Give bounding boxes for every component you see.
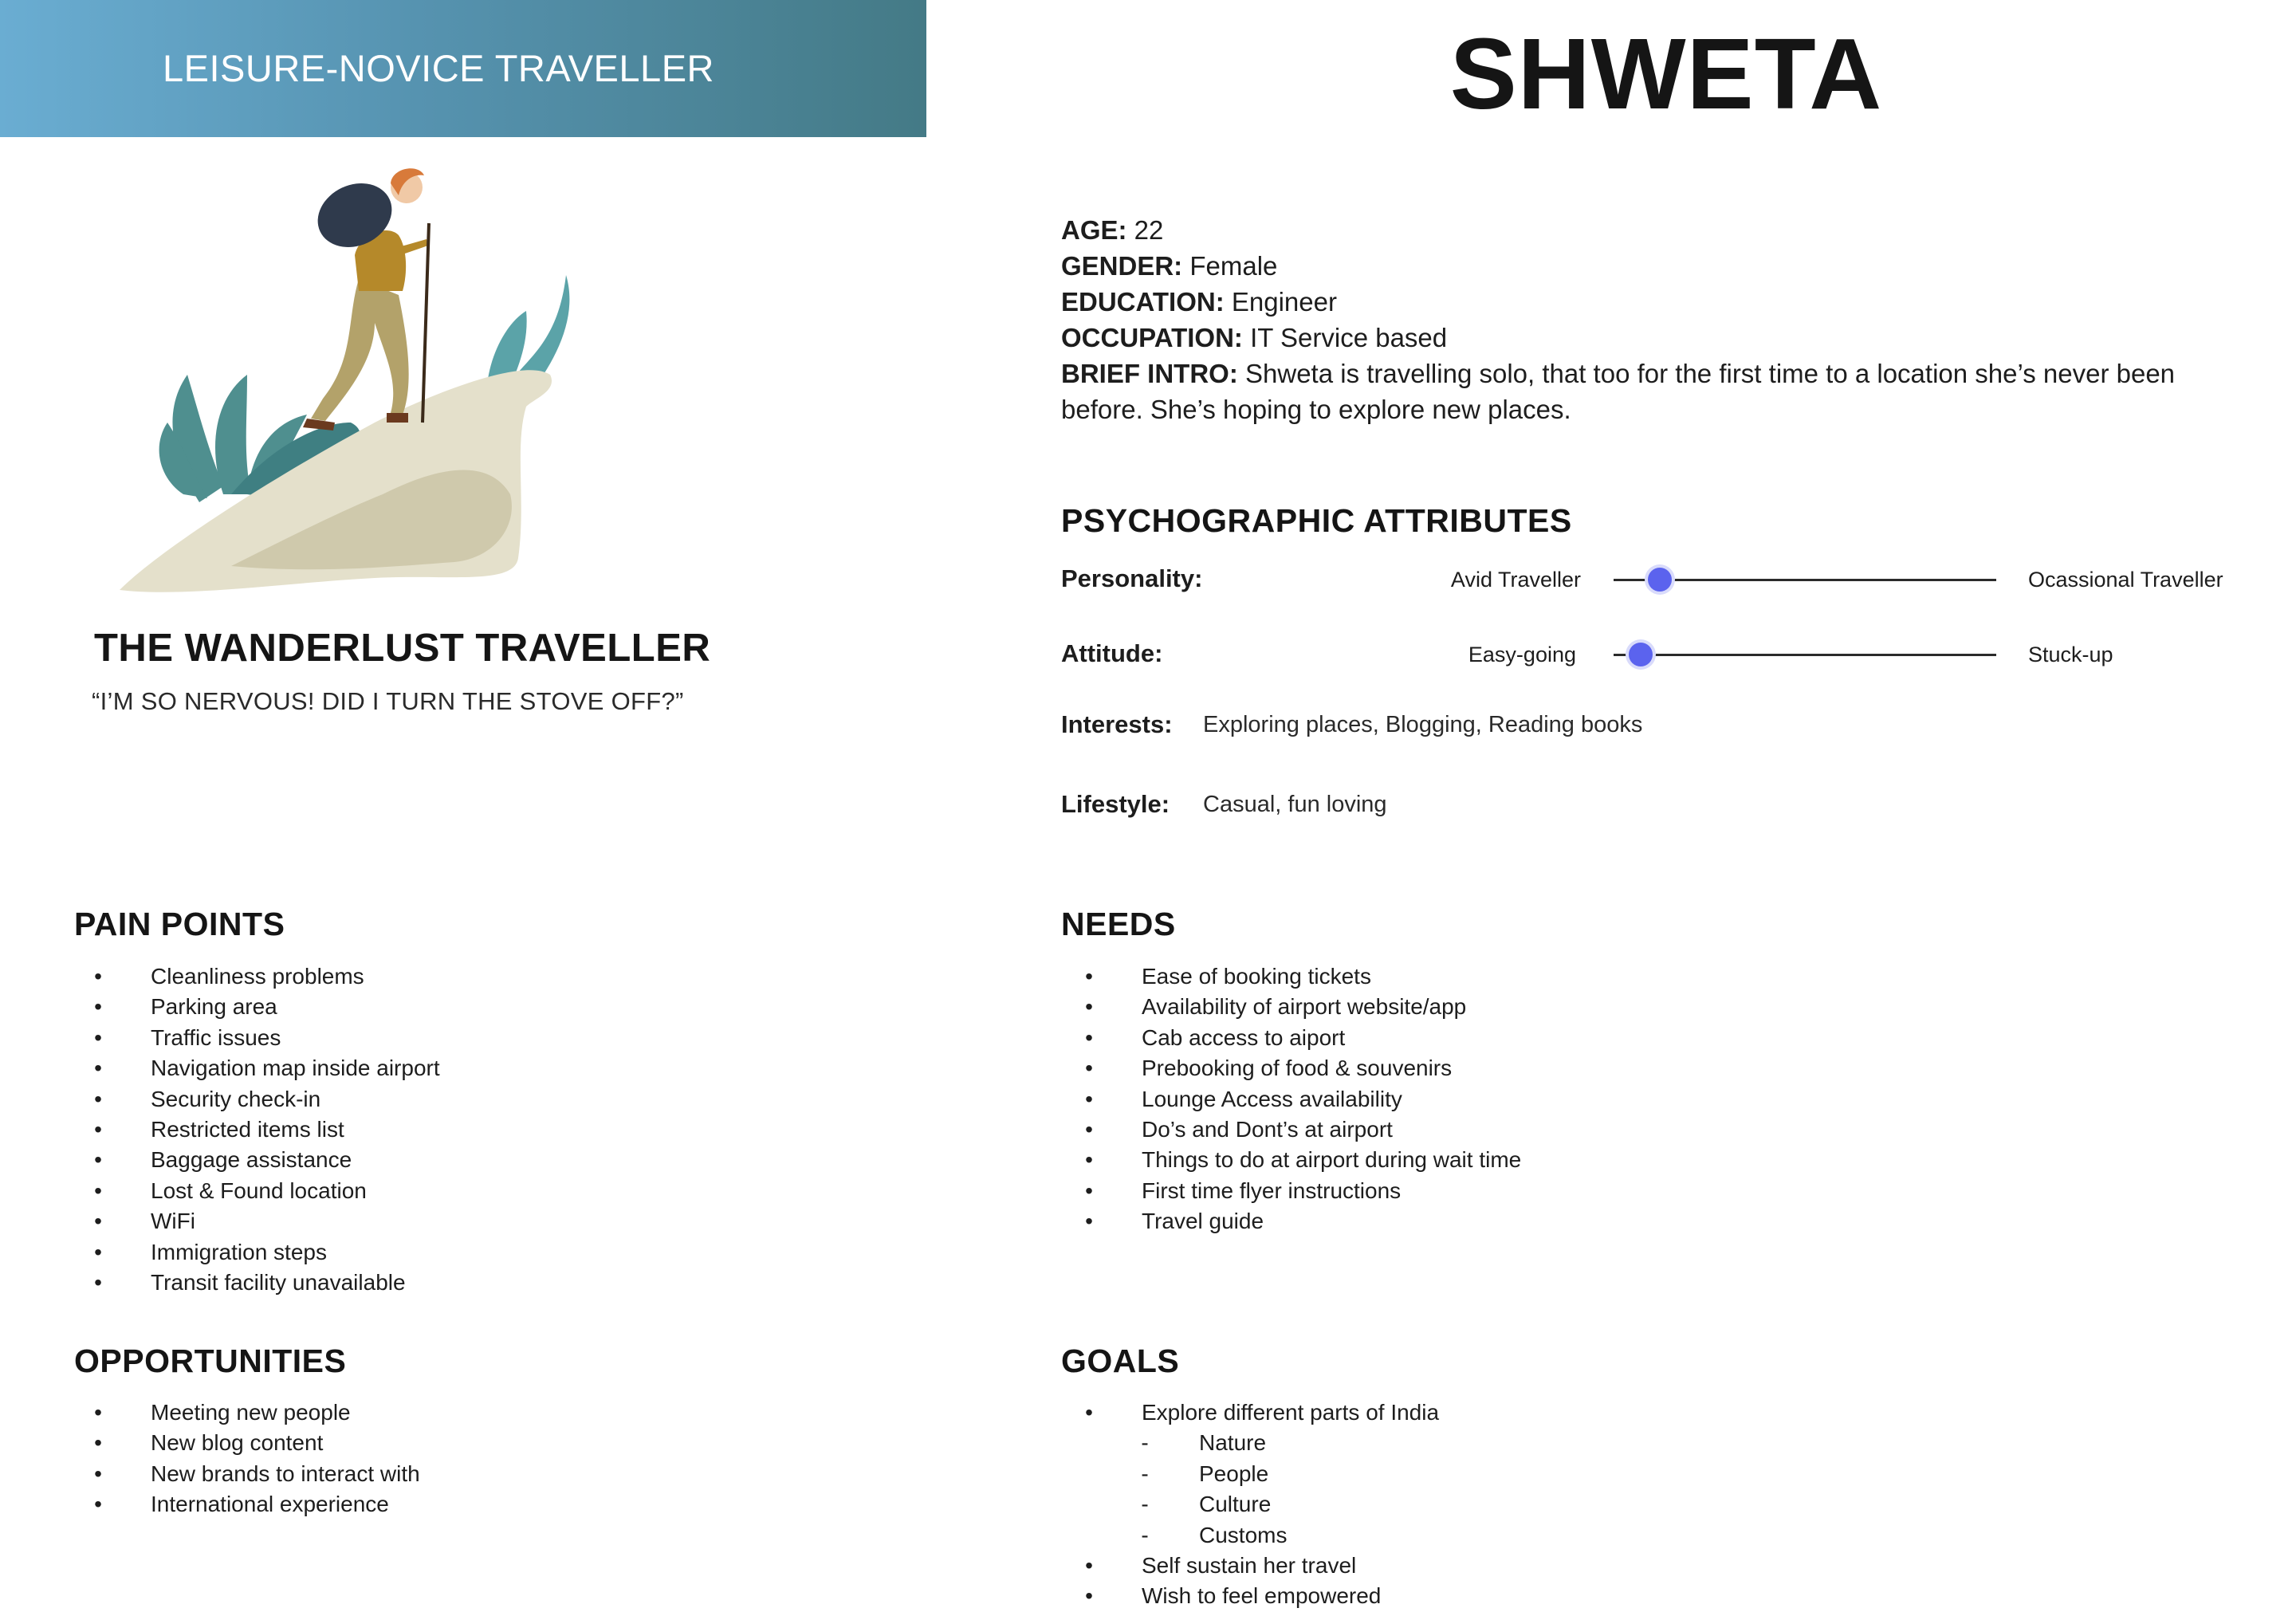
brief-intro-row: BRIEF INTRO: Shweta is travelling solo, that too for the first time to a location she’s never been before. She’s hoping to explore new places.: [1061, 359, 2176, 424]
list-item: • Cleanliness problems: [90, 961, 440, 992]
hiker-legs: [311, 279, 409, 421]
list-item: • International experience: [90, 1489, 420, 1520]
gender-value: Female: [1189, 251, 1278, 281]
sub-list-item: - Nature: [1081, 1428, 1439, 1458]
psychographic-title: PSYCHOGRAPHIC ATTRIBUTES: [1061, 502, 1572, 539]
list-item: • New blog content: [90, 1428, 420, 1458]
gender-row: GENDER: Female: [1061, 251, 1278, 281]
needs-list: [1081, 961, 1521, 1237]
attitude-left-label: Easy-going: [1468, 643, 1576, 666]
pain-points-title: PAIN POINTS: [74, 906, 285, 942]
attitude-slider-knob[interactable]: [1629, 643, 1653, 666]
persona-quote: “I’M SO NERVOUS! DID I TURN THE STOVE OFF?”: [92, 687, 684, 715]
personality-right-label: Ocassional Traveller: [2028, 568, 2223, 592]
persona-type-label: LEISURE-NOVICE TRAVELLER: [163, 47, 714, 89]
opportunities-list: [90, 1398, 420, 1520]
list-item: • Navigation map inside airport: [90, 1053, 440, 1083]
list-item: • Ease of booking tickets: [1081, 961, 1521, 992]
list-item: • Traffic issues: [90, 1023, 440, 1053]
list-item: • Lost & Found location: [90, 1176, 440, 1206]
education-value: Engineer: [1231, 287, 1337, 317]
occupation-row: OCCUPATION: IT Service based: [1061, 323, 1448, 352]
list-item: • Transit facility unavailable: [90, 1268, 440, 1298]
list-item: • Wish to feel empowered: [1081, 1581, 1439, 1611]
attitude-slider-track: [1614, 654, 1996, 656]
sub-list-item: - People: [1081, 1459, 1439, 1489]
opportunities-title: OPPORTUNITIES: [74, 1343, 347, 1379]
attitude-label: Attitude:: [1061, 639, 1163, 667]
list-item: • Do’s and Dont’s at airport: [1081, 1115, 1521, 1145]
personality-slider-knob[interactable]: [1648, 568, 1672, 592]
list-item: • Cab access to aiport: [1081, 1023, 1521, 1053]
list-item: • Things to do at airport during wait time: [1081, 1145, 1521, 1175]
persona-name: SHWETA: [1449, 18, 1883, 130]
list-item: • Availability of airport website/app: [1081, 992, 1521, 1022]
sub-list-item: - Culture: [1081, 1489, 1439, 1520]
list-item: • Travel guide: [1081, 1206, 1521, 1237]
sub-list-item: - Customs: [1081, 1520, 1439, 1551]
lifestyle-label: Lifestyle:: [1061, 790, 1170, 818]
persona-title: THE WANDERLUST TRAVELLER: [94, 627, 711, 670]
list-item: • WiFi: [90, 1206, 440, 1237]
list-item: • Parking area: [90, 992, 440, 1022]
hiker-illustration: [112, 159, 590, 606]
interests-label: Interests:: [1061, 710, 1173, 738]
list-item: • New brands to interact with: [90, 1459, 420, 1489]
list-item: • First time flyer instructions: [1081, 1176, 1521, 1206]
list-item: • Baggage assistance: [90, 1145, 440, 1175]
list-item: • Lounge Access availability: [1081, 1084, 1521, 1115]
needs-title: NEEDS: [1061, 906, 1176, 942]
list-item: • Immigration steps: [90, 1237, 440, 1268]
personality-label: Personality:: [1061, 564, 1203, 592]
lifestyle-value: Casual, fun loving: [1203, 792, 1387, 817]
goals-title: GOALS: [1061, 1343, 1180, 1379]
attitude-right-label: Stuck-up: [2028, 643, 2113, 666]
age-row: AGE: 22: [1061, 215, 1164, 245]
occupation-value: IT Service based: [1250, 323, 1448, 352]
persona-info: [1061, 212, 2209, 427]
education-row: EDUCATION: Engineer: [1061, 287, 1337, 317]
goals-list: [1081, 1398, 1439, 1612]
hiking-pole-icon: [423, 223, 429, 423]
interests-value: Exploring places, Blogging, Reading books: [1203, 712, 1643, 737]
list-item: • Explore different parts of India: [1081, 1398, 1439, 1428]
pain-points-list: [90, 961, 440, 1298]
list-item: • Restricted items list: [90, 1115, 440, 1145]
list-item: • Prebooking of food & souvenirs: [1081, 1053, 1521, 1083]
brief-intro-value: Shweta is travelling solo, that too for the first time to a location she’s never been before. She’s hoping to explore new places.: [1061, 359, 2176, 424]
list-item: • Meeting new people: [90, 1398, 420, 1428]
personality-left-label: Avid Traveller: [1450, 568, 1581, 592]
list-item: • Self sustain her travel: [1081, 1551, 1439, 1581]
age-value: 22: [1134, 215, 1164, 245]
list-item: • Security check-in: [90, 1084, 440, 1115]
